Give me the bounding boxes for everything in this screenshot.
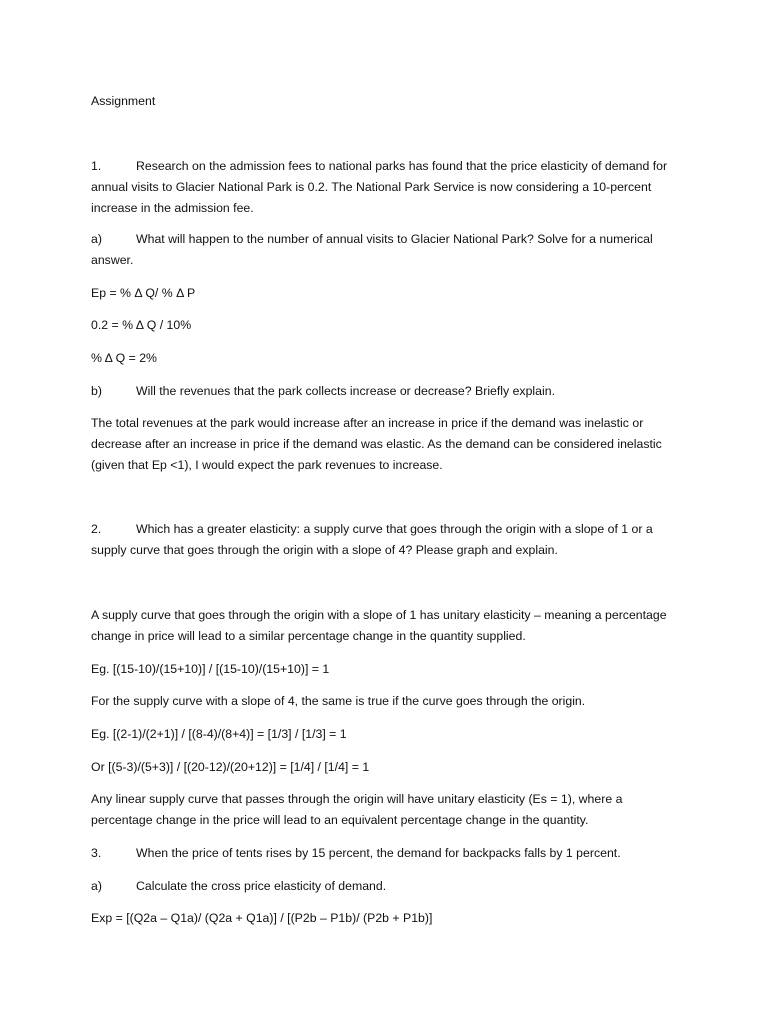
example-2-1: Eg. [(15-10)/(15+10)] / [(15-10)/(15+10)] = 1 — [91, 662, 330, 676]
question-2 — [91, 519, 681, 561]
question-2-number: 2. — [91, 522, 102, 536]
question-3-text: When the price of tents rises by 15 percent, the demand for backpacks falls by 1 percent. — [136, 846, 621, 860]
question-1-text: Research on the admission fees to national parks has found that the price elasticity of demand for annual visits to Glacier National Park is 0.2. The National Park Service is now considering a 10-percent increase in the admission fee. — [91, 159, 668, 215]
question-3a — [91, 876, 681, 897]
equation-1-3: % Δ Q = 2% — [91, 351, 157, 365]
answer-2-1: A supply curve that goes through the origin with a slope of 1 has unitary elasticity – meaning a percentage change in price will lead to a similar percentage change in the quantity supplied. — [91, 608, 667, 643]
question-1a — [91, 229, 681, 271]
example-2-2: Eg. [(2-1)/(2+1)] / [(8-4)/(8+4)] = [1/3] / [1/3] = 1 — [91, 727, 347, 741]
question-1a-label: a) — [91, 232, 102, 246]
equation-1-2: 0.2 = % Δ Q / 10% — [91, 318, 192, 332]
answer-1b: The total revenues at the park would increase after an increase in price if the demand was inelastic or decrease after an increase in price if the demand was elastic. As the demand can be considered inelastic (given that Ep <1), I would expect the park revenues to increase. — [91, 416, 662, 472]
question-3-number: 3. — [91, 846, 102, 860]
answer-2-3: Any linear supply curve that passes through the origin will have unitary elasticity (Es = 1), where a percentage change in the price will lead to an equivalent percentage change in the quantity. — [91, 792, 623, 827]
question-3a-label: a) — [91, 879, 102, 893]
question-1 — [91, 156, 681, 219]
question-1b-label: b) — [91, 384, 102, 398]
question-2-text: Which has a greater elasticity: a supply curve that goes through the origin with a slope of 1 or a supply curve that goes through the origin with a slope of 4? Please graph and explain. — [91, 522, 653, 557]
question-1b — [91, 381, 681, 402]
equation-3-1: Exp = [(Q2a – Q1a)/ (Q2a + Q1a)] / [(P2b – P1b)/ (P2b + P1b)] — [91, 911, 433, 925]
answer-2-2: For the supply curve with a slope of 4, the same is true if the curve goes through the origin. — [91, 694, 586, 708]
question-3 — [91, 843, 681, 864]
document-title: Assignment — [91, 94, 156, 108]
question-3a-text: Calculate the cross price elasticity of demand. — [136, 879, 387, 893]
question-1b-text: Will the revenues that the park collects increase or decrease? Briefly explain. — [136, 384, 555, 398]
question-1a-text: What will happen to the number of annual visits to Glacier National Park? Solve for a numerical answer. — [91, 232, 653, 267]
equation-1-1: Ep = % Δ Q/ % Δ P — [91, 286, 196, 300]
example-2-3: Or [(5-3)/(5+3)] / [(20-12)/(20+12)] = [1/4] / [1/4] = 1 — [91, 760, 370, 774]
question-1-number: 1. — [91, 159, 102, 173]
